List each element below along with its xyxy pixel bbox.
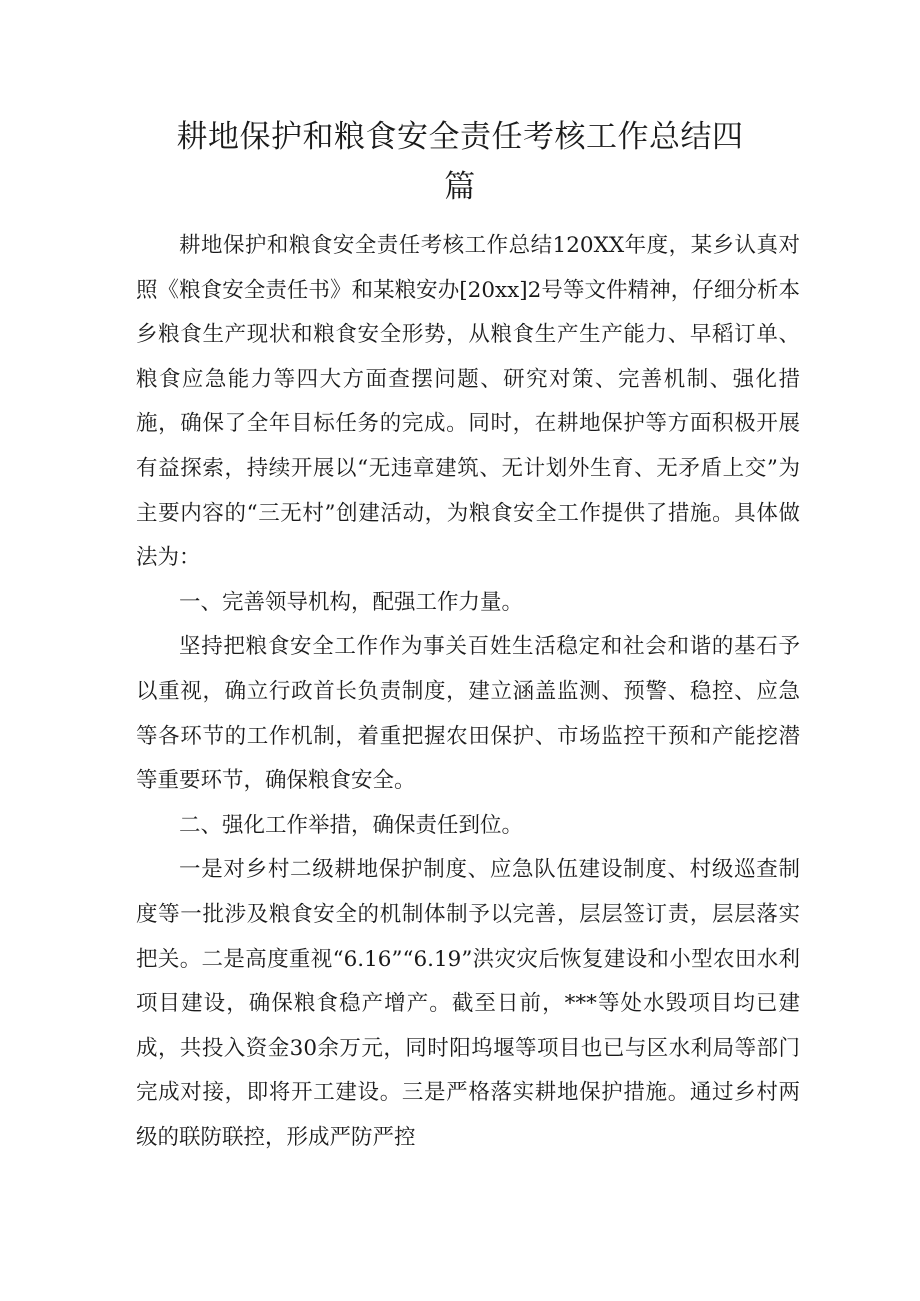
document-title [140,112,780,212]
paragraph-section-1: 坚持把粮食安全工作作为事关百姓生活稳定和社会和谐的基石予以重视，确立行政首长负责制度，建立涵盖监测、预警、稳控、应急等各环节的工作机制，着重把握农田保护、市场监控干预和产能挖潜等重要环节，确保粮食安全。 [136,634,800,794]
paragraph-intro: 耕地保护和粮食安全责任考核工作总结120XX年度，某乡认真对照《粮食安全责任书》和某粮安办[20xx]2号等文件精神，仔细分析本乡粮食生产现状和粮食安全形势，从粮食生产生产能力、早稻订单、粮食应急能力等四大方面查摆问题、研究对策、完善机制、强化措施，确保了全年目标任务的完成。同时，在耕地保护等方面积极开展有益探索，持续开展以“无违章建筑、无计划外生育、无矛盾上交”为主要内容的“三无村”创建活动，为粮食安全工作提供了措施。具体做法为： [136,233,800,571]
section-heading-1: 一、完善领导机构，配强工作力量。 [179,589,524,615]
title-line-1: 耕地保护和粮食安全责任考核工作总结四 [176,119,744,155]
document-body [136,224,800,1160]
section-heading-2: 二、强化工作举措，确保责任到位。 [179,812,524,838]
paragraph-section-2: 一是对乡村二级耕地保护制度、应急队伍建设制度、村级巡查制度等一批涉及粮食安全的机制体制予以完善，层层签订责，层层落实把关。二是高度重视“6.16”“6.19”洪灾灾后恢复建设和小型农田水利项目建设，确保粮食稳产增产。截至日前，***等处水毁项目均已建成，共投入资金30余万元，同时阳坞堰等项目也已与区水利局等部门完成对接，即将开工建设。三是严格落实耕地保护措施。通过乡村两级的联防联控，形成严防严控 [136,857,800,1150]
title-line-2: 篇 [444,169,476,205]
